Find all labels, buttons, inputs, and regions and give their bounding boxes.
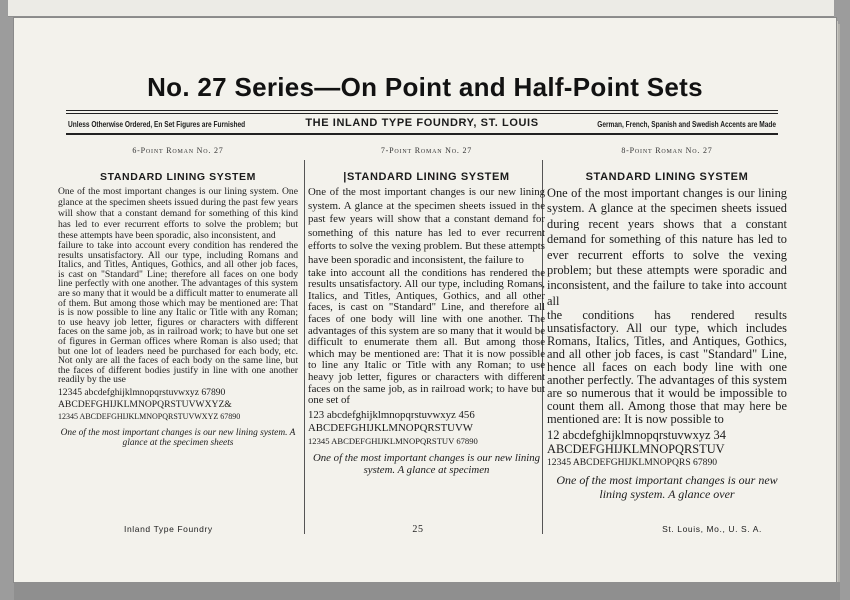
specimen-text: One of the most important changes is our new lining system. A glance at the specimen sheets issued in the past few years will show that a constant demand for something of this nature has led to ever recurrent efforts to solve the vexing problem. But these attempts have been sporadic and inconsistent, the failure to	[308, 186, 545, 266]
specimen-column-6pt	[58, 146, 298, 526]
page-title: No. 27 Series—On Point and Half-Point Sets	[147, 72, 703, 102]
page-number: 25	[412, 524, 424, 535]
column-heading: |STANDARD LINING SYSTEM	[343, 171, 510, 183]
title-rule-top	[66, 110, 778, 111]
column-heading: STANDARD LINING SYSTEM	[100, 171, 256, 183]
size-label: 8-Point Roman No. 27	[621, 146, 713, 155]
specimen-column-7pt	[308, 146, 545, 526]
specimen-text-leaded: take into account all the conditions has rendered the results unsatisfactory. All our type, including Romans, Italics, and Titles, Antiques, Gothics, and all other faces, is cast on "Standard" Line, and therefore all faces of one body will line with one another. The advantages of this system are so many that it would be difficult to enumerate them all. But among those which may be mentioned are: That it is now possible to line any Italic or Title with any Roman; to use heavy job letter, figures or characters with different faces on the same job, as in railroad work; to have but one set of	[308, 266, 545, 407]
previous-page-edge	[8, 0, 834, 17]
specimen-text-leaded: failure to take into account every condition has rendered the results unsatisfactory. All our type, including Romans and Italics, and Titles, Antiques, Gothics, and all other job faces, is cast on "Standard" Line; therefore all faces on one body line perfectly with one another. The advantages of this system are so many that it would be a difficult matter to enumerate all of them. But among those which may be mentioned are: That is is now possible to line any Italic or Title with any Roman; to use heavy job letter, figures or characters with different faces on the same job, as in railroad work; to have but one set of figures in German offices where Roman is also used; that but one lot of leaders need be purchased for each body, etc. Not only are all the faces of each body on the same line, but the faces of different bodies justify in line with one another readily by the use	[58, 240, 298, 386]
page-footer	[58, 524, 778, 538]
uppercase-specimen: ABCDEFGHIJKLMNOPQRSTUVW	[308, 421, 473, 434]
footer-location: St. Louis, Mo., U. S. A.	[662, 524, 762, 534]
size-label: 7-Point Roman No. 27	[380, 146, 473, 155]
lowercase-specimen: 123 abcdefghijklmnopqrstuvwxyz 456	[308, 408, 475, 421]
uppercase-specimen: ABCDEFGHIJKLMNOPQRSTUV	[547, 442, 725, 457]
small-caps-specimen: 12345 ABCDEFGHIJKLMNOPQRSTUVWXYZ 67890	[58, 411, 241, 421]
italic-specimen: One of the most important changes is our new lining system. A glance at the specimen sheets	[60, 427, 296, 448]
footer-foundry: Inland Type Foundry	[124, 524, 213, 534]
column-divider-1	[304, 160, 305, 534]
small-caps-specimen: 12345 ABCDEFGHIJKLMNOPQRSTUV 67890	[308, 435, 478, 446]
lowercase-specimen: 12 abcdefghijklmnopqrstuvwxyz 34	[547, 428, 726, 443]
lowercase-specimen: 12345 abcdefghijklmnopqrstuvwxyz 67890	[58, 386, 226, 398]
column-heading: STANDARD LINING SYSTEM	[585, 171, 749, 183]
uppercase-specimen: ABCDEFGHIJKLMNOPQRSTUVWXYZ&	[58, 398, 232, 410]
subheader	[66, 116, 778, 132]
size-label: 6-Point Roman No. 27	[132, 146, 224, 155]
foundry-name: THE INLAND TYPE FOUNDRY, ST. LOUIS	[305, 117, 539, 129]
subheader-right-note: German, French, Spanish and Swedish Accents are Made	[597, 120, 776, 129]
title-rule-second	[66, 113, 778, 114]
specimen-column-8pt	[547, 146, 787, 526]
subheader-rule-bottom	[66, 133, 778, 135]
subheader-left-note: Unless Otherwise Ordered, En Set Figures are Furnished	[68, 120, 246, 129]
specimen-text-leaded: the conditions has rendered results unsatisfactory. All our type, which includes Romans, Italics, Titles, and Antiques, Gothics, and all other job faces, is cast "Standard" Line, hence all faces on each body line with one another perfectly. The advantages of this system are so numerous that it would be impossible to count them all. Among those that may here be mentioned are: It is now possible to	[547, 308, 787, 427]
specimen-text: One of the most important changes is our lining system. One glance at the specimen sheets issued during the past few years will show that a constant demand for something of this kind has led to ever recurrent efforts to solve the problem; but these attempts have been sporadic, also inconsistent, and	[58, 186, 298, 241]
small-caps-specimen: 12345 ABCDEFGHIJKLMNOPQRS 67890	[547, 457, 718, 469]
italic-specimen: One of the most important changes is our new lining system. A glance over	[556, 473, 778, 502]
book-page	[14, 18, 836, 582]
page-stack-edge	[14, 582, 840, 600]
italic-specimen: One of the most important changes is our new lining system. A glance at specimen	[312, 451, 541, 476]
specimen-text: One of the most important changes is our lining system. A glance at the specimen sheets issued during recent years shows that a constant demand for something of this nature has led to ever recurrent efforts to solve the vexing problem; but these attempts were sporadic and inconsistent, and the failure to take into account all	[547, 186, 787, 308]
